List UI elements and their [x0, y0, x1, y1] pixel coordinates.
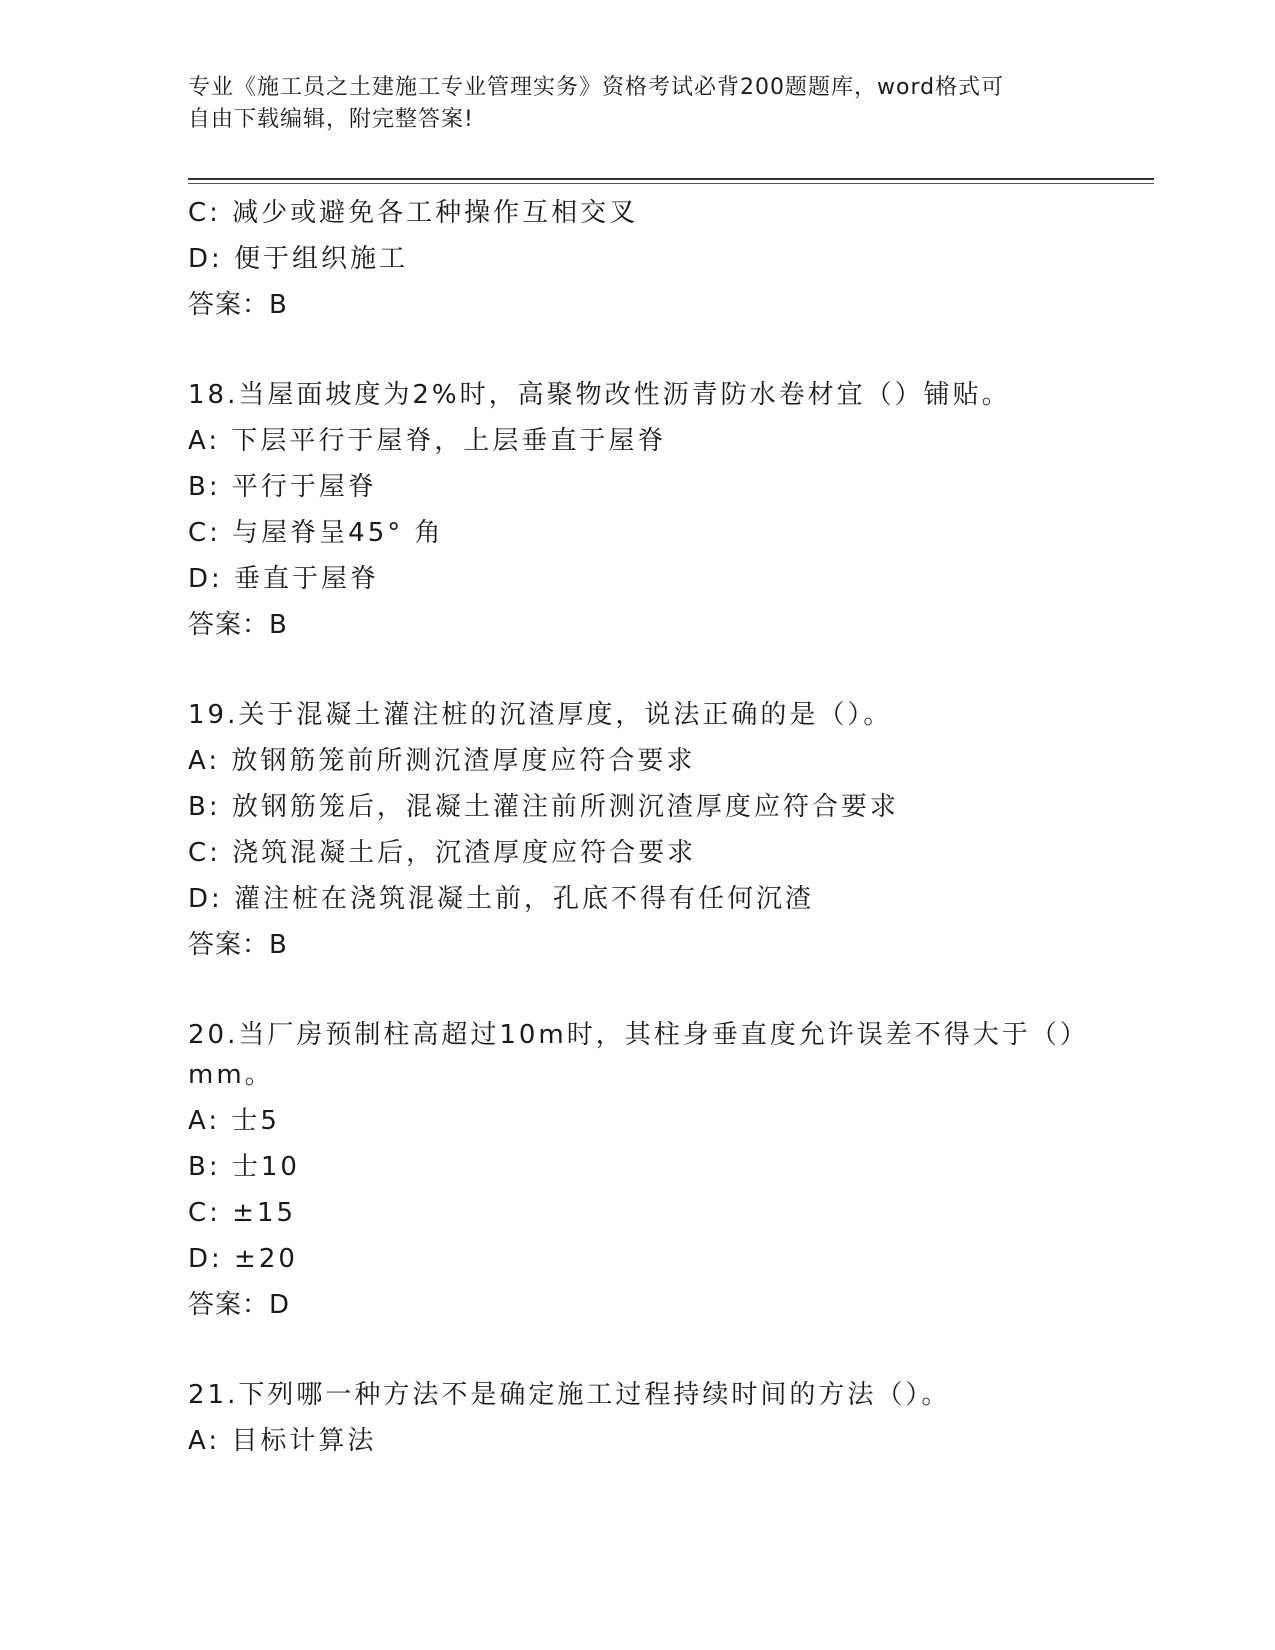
- q17-answer: 答案：B: [188, 290, 288, 320]
- q19-option-a: A: 放钢筋笼前所测沉渣厚度应符合要求: [188, 746, 696, 776]
- q20-answer: 答案：D: [188, 1290, 291, 1320]
- header-line-1: 专业《施工员之土建施工专业管理实务》资格考试必背200题题库，word格式可: [188, 75, 1005, 100]
- q20-option-a: A: 士5: [188, 1106, 280, 1136]
- q18-option-d: D: 垂直于屋脊: [188, 564, 380, 594]
- q20-option-d: D: ±20: [188, 1244, 298, 1274]
- q20-question-cont: mm。: [188, 1060, 274, 1090]
- question-list: [188, 190, 1148, 1464]
- q19-option-d: D: 灌注桩在浇筑混凝土前，孔底不得有任何沉渣: [188, 884, 815, 914]
- q18-option-b: B: 平行于屋脊: [188, 472, 377, 502]
- q18-answer: 答案：B: [188, 610, 288, 640]
- q19-option-b: B: 放钢筋笼后，混凝土灌注前所测沉渣厚度应符合要求: [188, 792, 899, 822]
- q19-answer: 答案：B: [188, 930, 288, 960]
- q20-option-b: B: 士10: [188, 1152, 300, 1182]
- header-line-2: 自由下载编辑，附完整答案!: [188, 107, 474, 132]
- q18-option-a: A: 下层平行于屋脊，上层垂直于屋脊: [188, 426, 667, 456]
- q20-question: 20.当厂房预制柱高超过10m时，其柱身垂直度允许误差不得大于（）: [188, 1020, 1089, 1050]
- q20-option-c: C: ±15: [188, 1198, 297, 1228]
- q21-option-a: A: 目标计算法: [188, 1426, 377, 1456]
- q21-question: 21.下列哪一种方法不是确定施工过程持续时间的方法（）。: [188, 1380, 951, 1410]
- q17-option-c: C: 减少或避免各工种操作互相交叉: [188, 198, 639, 228]
- q17-option-d: D: 便于组织施工: [188, 244, 409, 274]
- document-header: [188, 72, 1068, 136]
- q19-option-c: C: 浇筑混凝土后，沉渣厚度应符合要求: [188, 838, 697, 868]
- header-divider-thin: [188, 183, 1154, 184]
- q19-question: 19.关于混凝土灌注桩的沉渣厚度，说法正确的是（）。: [188, 700, 893, 730]
- header-divider: [188, 178, 1154, 180]
- q18-option-c: C: 与屋脊呈45° 角: [188, 518, 444, 548]
- q18-question: 18.当屋面坡度为2%时，高聚物改性沥青防水卷材宜（）铺贴。: [188, 380, 1011, 410]
